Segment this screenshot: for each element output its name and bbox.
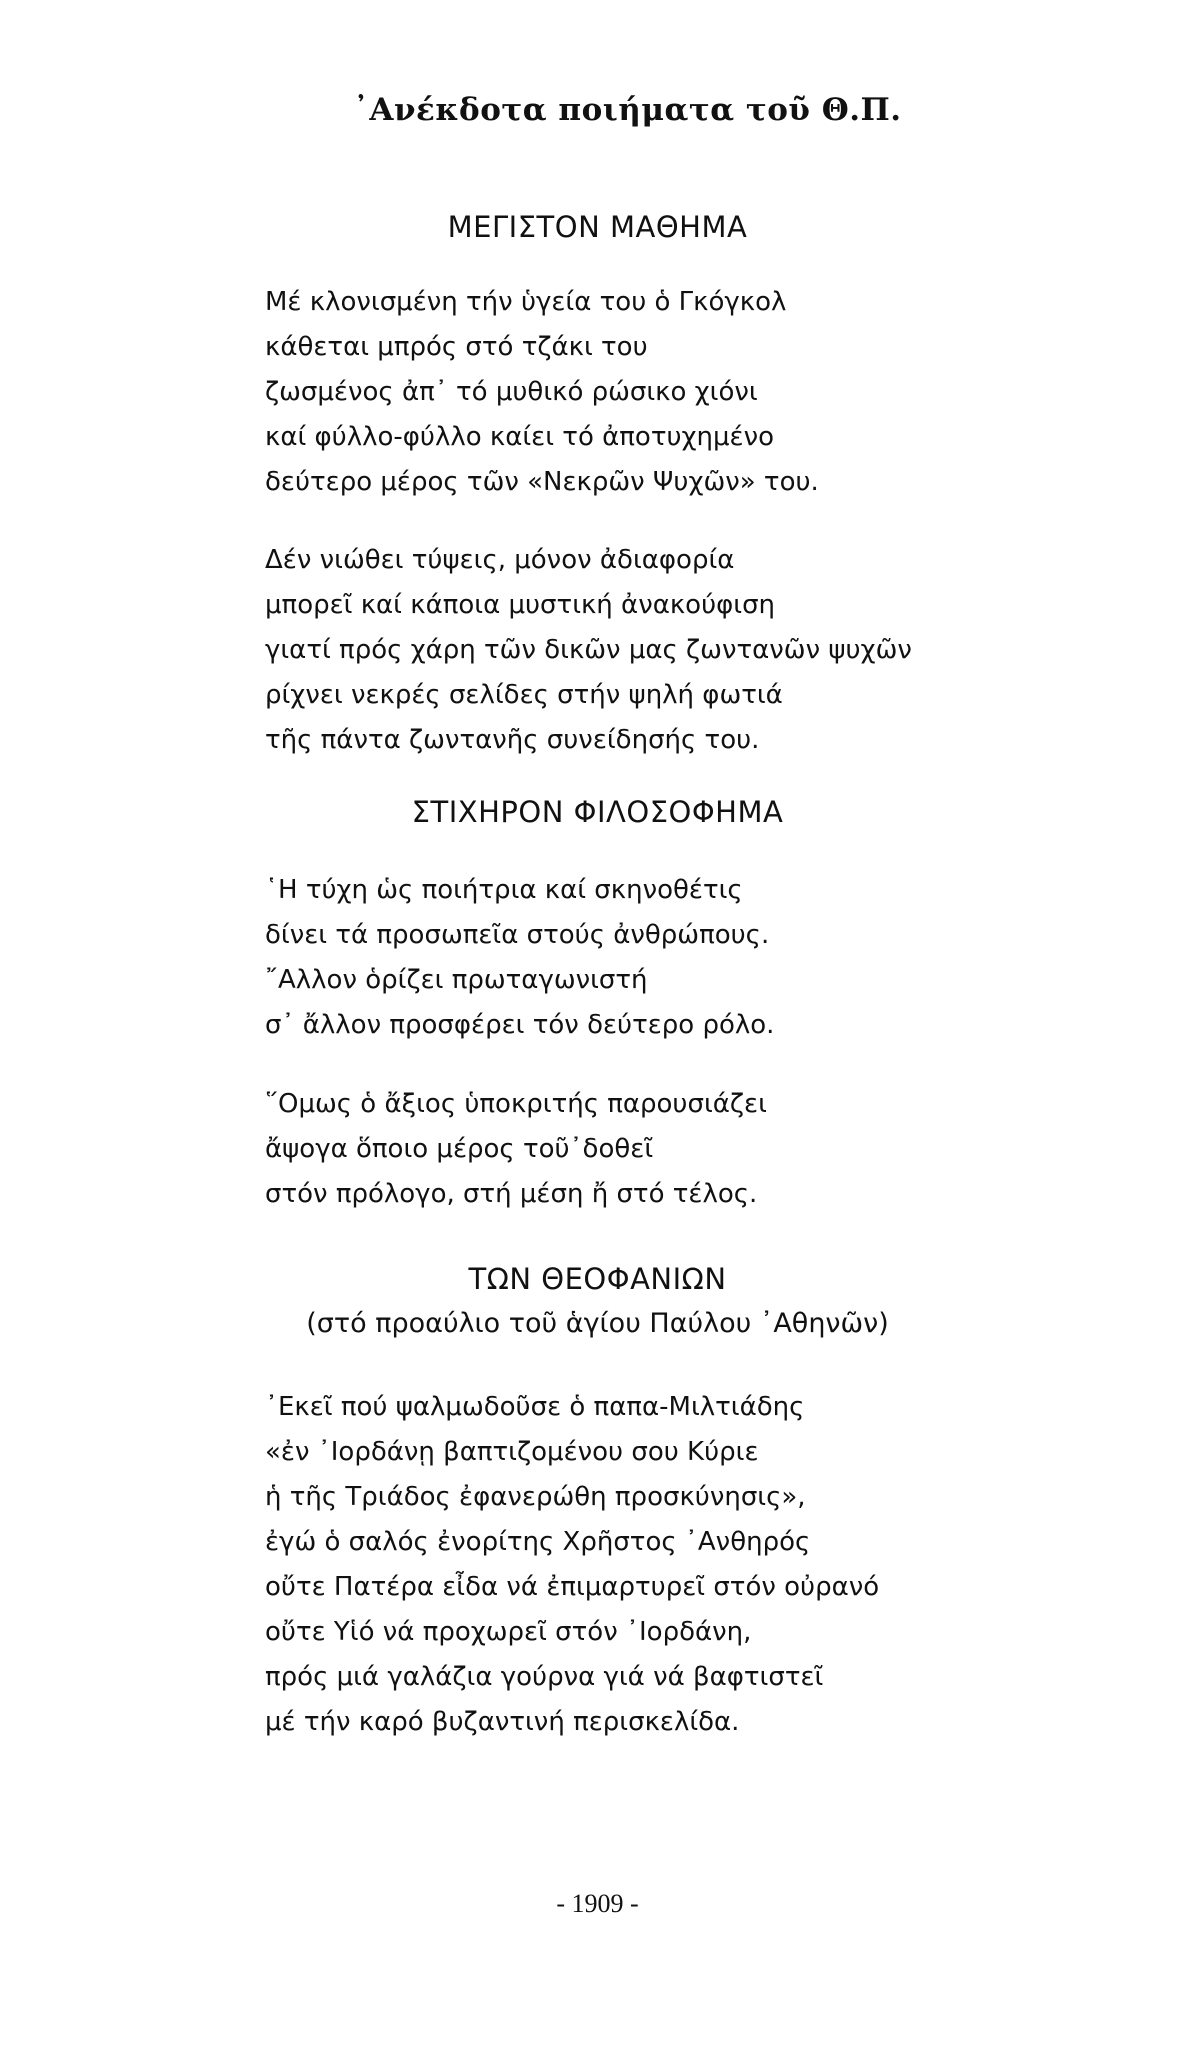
poem-line: καί φύλλο-φύλλο καίει τό ἀποτυχημένο: [265, 422, 775, 452]
poem-line: ἄψογα ὅποιο μέρος τοῦ᾿δοθεῖ: [265, 1134, 654, 1164]
poem-1-stanza-2: [265, 538, 912, 763]
poem-2-stanza-2: [265, 1082, 767, 1217]
poem-line: Δέν νιώθει τύψεις, μόνον ἀδιαφορία: [265, 545, 735, 575]
poem-line: κάθεται μπρός στό τζάκι του: [265, 332, 648, 362]
poem-line: ῾Η τύχη ὡς ποιήτρια καί σκηνοθέτις: [265, 875, 743, 905]
poem-line: οὔτε Υἱό νά προχωρεῖ στόν ᾿Ιορδάνη,: [265, 1617, 752, 1647]
poem-line: μπορεῖ καί κάποια μυστική ἀνακούφιση: [265, 590, 776, 620]
poem-line: ἐγώ ὁ σαλός ἐνορίτης Χρῆστος ᾿Ανθηρός: [265, 1527, 811, 1557]
poem-line: ἡ τῆς Τριάδος ἐφανερώθη προσκύνησις»,: [265, 1482, 806, 1512]
poem-line: δίνει τά προσωπεῖα στούς ἀνθρώπους.: [265, 920, 770, 950]
poem-3-stanza-1: [265, 1385, 879, 1745]
poem-1-stanza-1: [265, 280, 819, 505]
poem-line: μέ τήν καρό βυζαντινή περισκελίδα.: [265, 1707, 740, 1737]
poem-line: Μέ κλονισμένη τήν ὑγεία του ὁ Γκόγκολ: [265, 287, 787, 317]
poem-line: γιατί πρός χάρη τῶν δικῶν μας ζωντανῶν ψυχῶν: [265, 635, 912, 665]
poem-title-megiston-mathima: ΜΕΓΙΣΤΟΝ ΜΑΘΗΜΑ: [447, 210, 748, 244]
poem-subtitle: (στό προαύλιο τοῦ ἁγίου Παύλου ᾿Αθηνῶν): [306, 1308, 889, 1339]
poem-line: τῆς πάντα ζωντανῆς συνείδησής του.: [265, 725, 760, 755]
page-header: ᾿Ανέκδοτα ποιήματα τοῦ Θ.Π.: [353, 92, 902, 128]
poem-line: σ᾿ ἄλλον προσφέρει τόν δεύτερο ρόλο.: [265, 1010, 775, 1040]
poem-line: πρός μιά γαλάζια γούρνα γιά νά βαφτιστεῖ: [265, 1662, 824, 1692]
poem-title-stichiron-filosofima: ΣΤΙΧΗΡΟΝ ΦΙΛΟΣΟΦΗΜΑ: [411, 795, 784, 829]
poem-line: «ἐν ᾿Ιορδάνῃ βαπτιζομένου σου Κύριε: [265, 1437, 759, 1467]
poem-line: δεύτερο μέρος τῶν «Νεκρῶν Ψυχῶν» του.: [265, 467, 819, 497]
poem-line: στόν πρόλογο, στή μέση ἤ στό τέλος.: [265, 1179, 758, 1209]
poem-line: ζωσμένος ἀπ᾿ τό μυθικό ρώσικο χιόνι: [265, 377, 758, 407]
poem-line: ᾿Εκεῖ πού ψαλμωδοῦσε ὁ παπα-Μιλτιάδης: [265, 1392, 805, 1422]
page-number: - 1909 -: [556, 1889, 639, 1918]
poem-line: ῎Αλλον ὁρίζει πρωταγωνιστή: [265, 965, 648, 995]
poem-line: ρίχνει νεκρές σελίδες στήν ψηλή φωτιά: [265, 680, 783, 710]
poem-line: οὔτε Πατέρα εἶδα νά ἐπιμαρτυρεῖ στόν οὐρανό: [265, 1572, 880, 1602]
poem-line: ῞Ομως ὁ ἄξιος ὑποκριτής παρουσιάζει: [265, 1089, 767, 1119]
poem-2-stanza-1: [265, 868, 774, 1048]
poem-title-ton-theofanion: ΤΩΝ ΘΕΟΦΑΝΙΩΝ: [468, 1262, 727, 1296]
